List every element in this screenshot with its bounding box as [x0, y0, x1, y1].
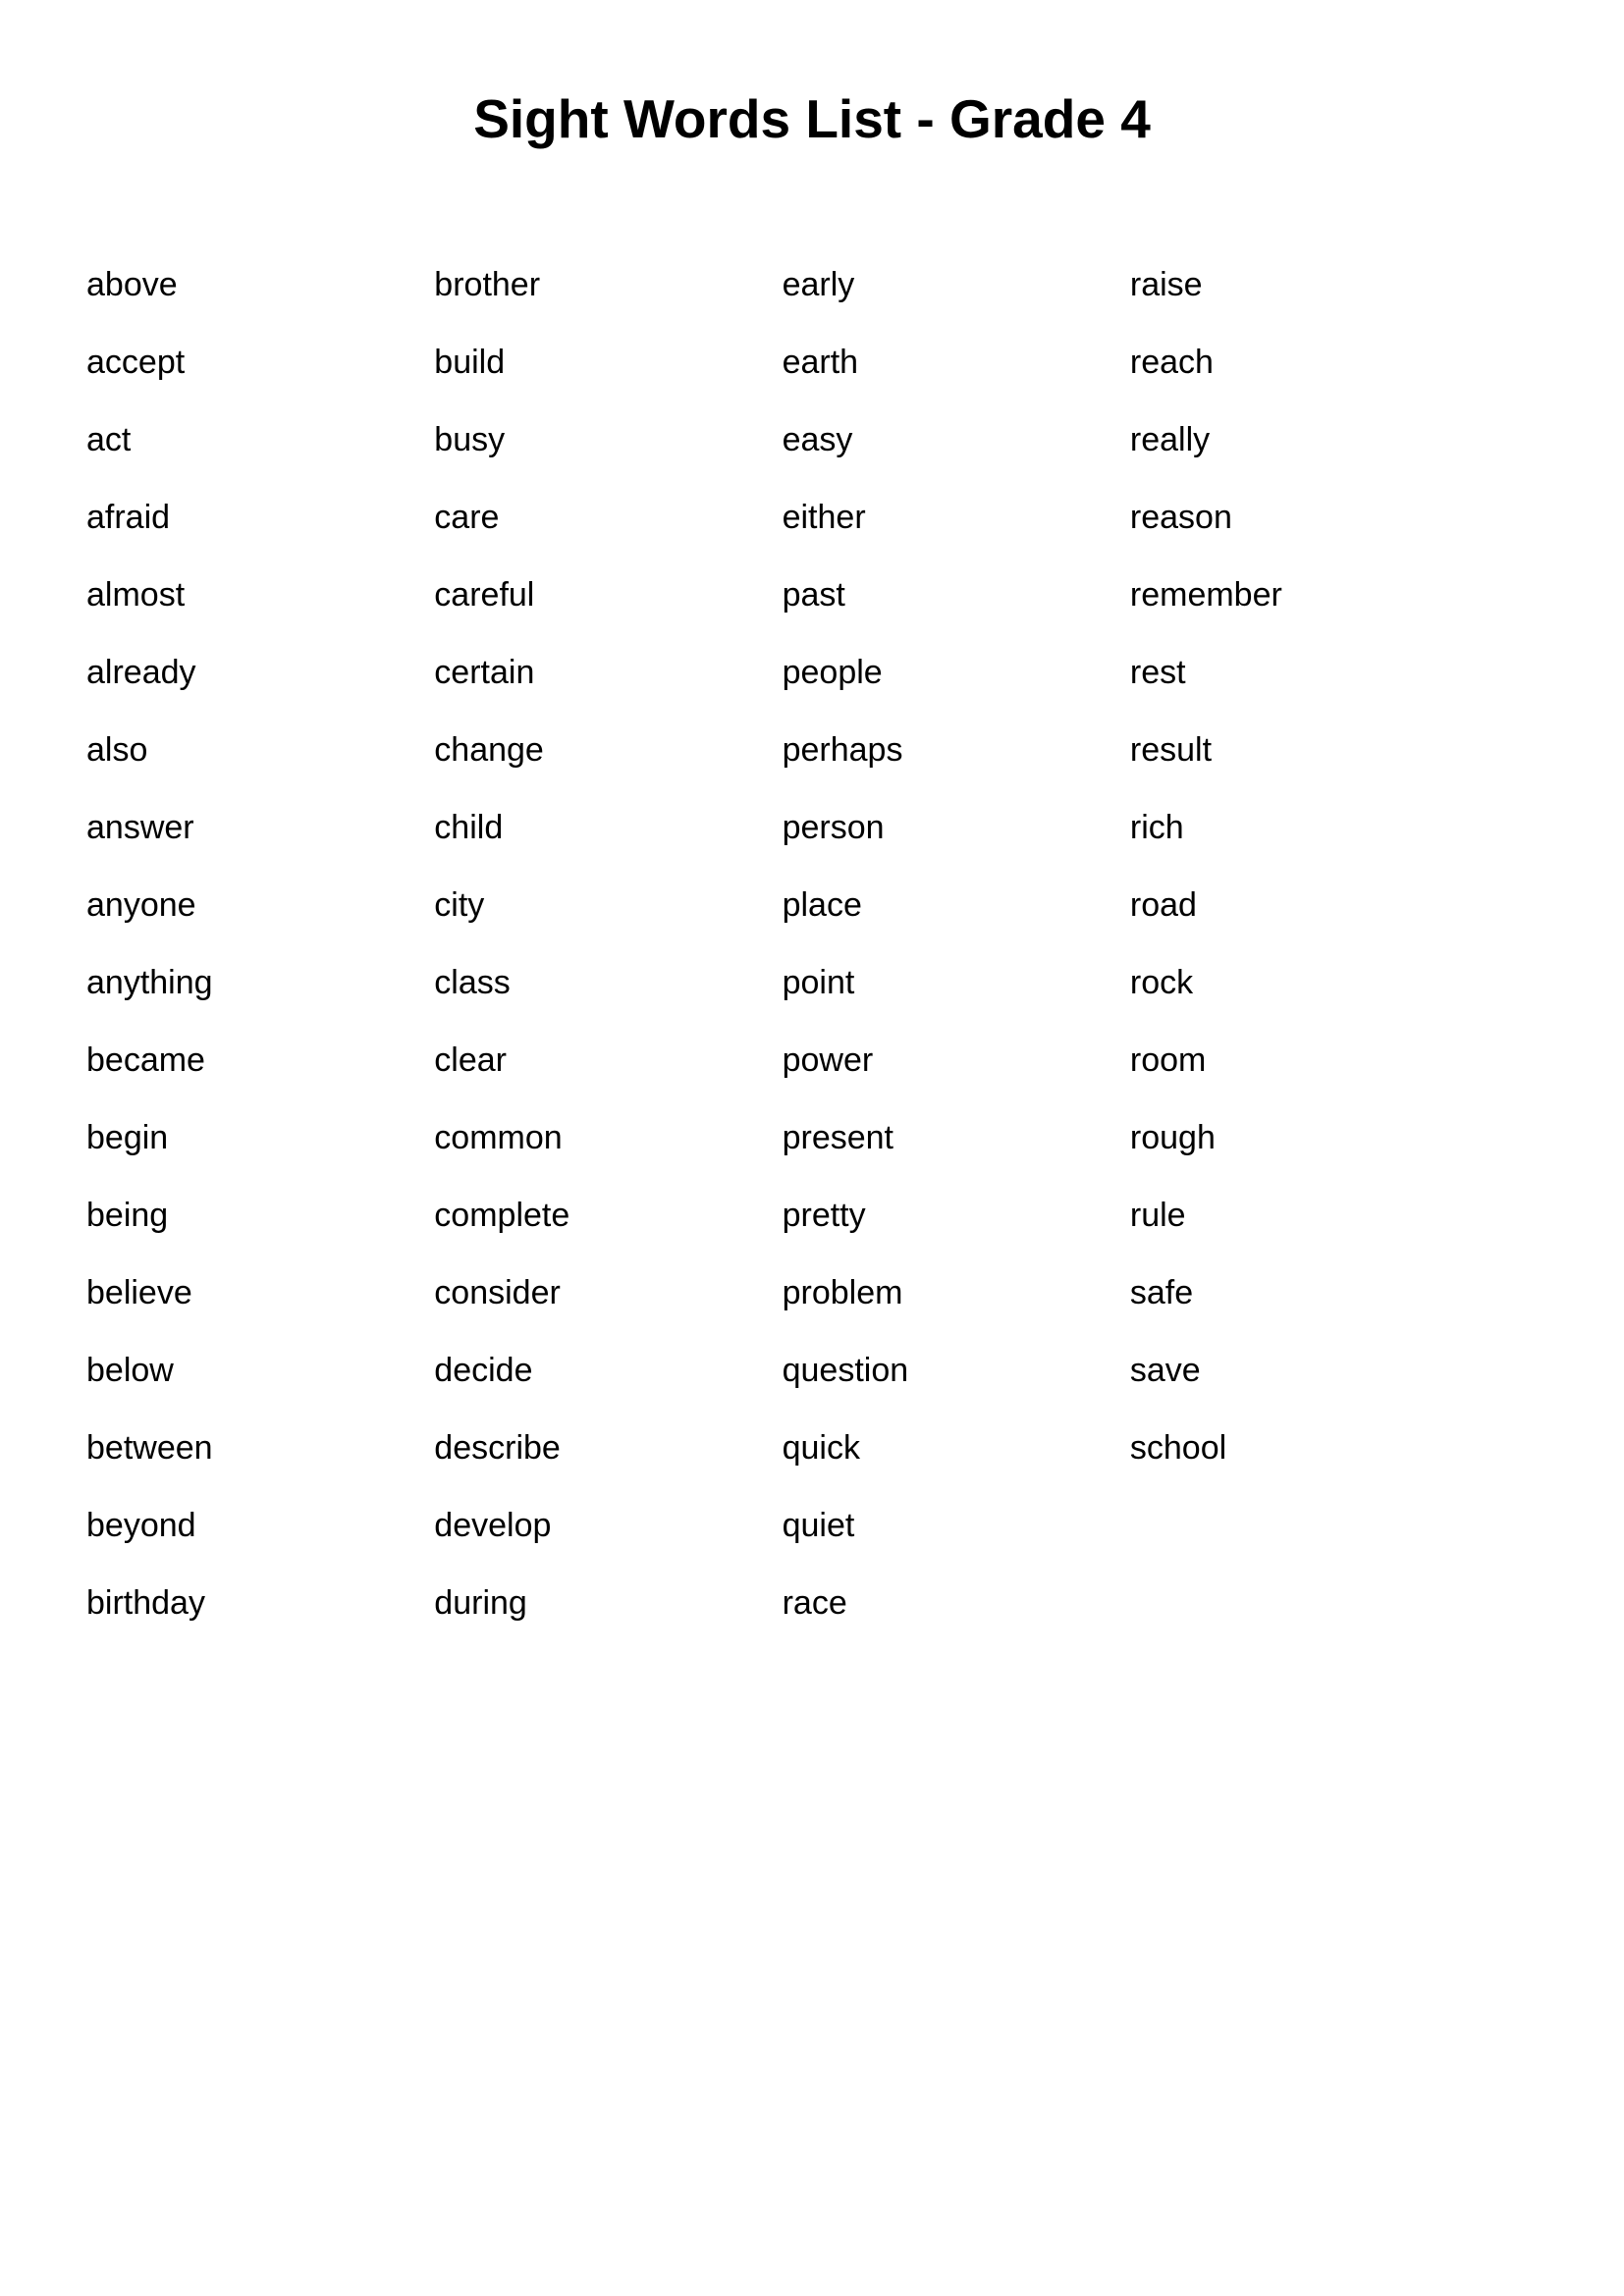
- sight-word: believe: [86, 1274, 192, 1311]
- sight-word: school: [1129, 1429, 1227, 1467]
- sight-word: perhaps: [782, 731, 903, 769]
- sight-word: consider: [434, 1274, 561, 1311]
- sight-words-grid: [86, 246, 1478, 1642]
- page-title: Sight Words List - Grade 4: [473, 88, 1151, 149]
- sight-word: reach: [1129, 344, 1214, 381]
- sight-word: safe: [1129, 1274, 1194, 1311]
- sight-word: earth: [782, 344, 859, 381]
- sight-word: begin: [86, 1119, 169, 1156]
- sight-word: past: [782, 576, 845, 614]
- sight-word: birthday: [86, 1584, 205, 1622]
- sight-word: certain: [434, 654, 535, 691]
- sight-word: accept: [86, 344, 186, 381]
- sight-word: between: [86, 1429, 213, 1467]
- sight-word: anyone: [86, 886, 196, 924]
- sight-word: describe: [434, 1429, 561, 1467]
- sight-word: rest: [1129, 654, 1186, 691]
- sight-word: people: [782, 654, 883, 691]
- sight-word: during: [434, 1584, 527, 1622]
- sight-word: easy: [782, 421, 853, 458]
- sight-word: reason: [1129, 499, 1232, 536]
- sight-word: problem: [782, 1274, 903, 1311]
- sight-word: being: [86, 1197, 169, 1234]
- sight-word: build: [434, 344, 506, 381]
- sight-word: rock: [1129, 964, 1194, 1001]
- sight-word: busy: [434, 421, 506, 458]
- sight-word: decide: [434, 1352, 533, 1389]
- sight-word: common: [434, 1119, 563, 1156]
- sight-word: present: [782, 1119, 893, 1156]
- sight-word: above: [86, 266, 178, 303]
- sight-word: change: [434, 731, 544, 769]
- sight-word: race: [782, 1584, 847, 1622]
- sight-word: care: [434, 499, 500, 536]
- sight-word: place: [782, 886, 862, 924]
- sight-word: rule: [1129, 1197, 1186, 1234]
- sight-word: really: [1129, 421, 1211, 458]
- sight-word: brother: [434, 266, 541, 303]
- sight-word: point: [782, 964, 855, 1001]
- sight-word: raise: [1129, 266, 1203, 303]
- sight-word: below: [86, 1352, 174, 1389]
- sight-word: anything: [86, 964, 213, 1001]
- word-column-2: [434, 246, 782, 1642]
- sight-word: also: [86, 731, 148, 769]
- sight-word: power: [782, 1041, 874, 1079]
- sight-word: save: [1129, 1352, 1201, 1389]
- sight-word: pretty: [782, 1197, 866, 1234]
- sight-word: quick: [782, 1429, 860, 1467]
- word-column-4: [1130, 246, 1478, 1642]
- sight-word: either: [782, 499, 866, 536]
- sight-word: rough: [1129, 1119, 1216, 1156]
- sight-word: remember: [1129, 576, 1282, 614]
- sight-word: road: [1129, 886, 1197, 924]
- sight-word: room: [1129, 1041, 1207, 1079]
- sight-word: city: [434, 886, 485, 924]
- word-column-1: [86, 246, 434, 1642]
- sight-word: person: [782, 809, 885, 846]
- sight-word: result: [1129, 731, 1213, 769]
- sight-word: afraid: [86, 499, 171, 536]
- sight-word: child: [434, 809, 504, 846]
- sight-word: early: [782, 266, 855, 303]
- sight-word: careful: [434, 576, 535, 614]
- sight-word: rich: [1129, 809, 1184, 846]
- word-column-3: [783, 246, 1130, 1642]
- sight-word: question: [782, 1352, 909, 1389]
- sight-word: almost: [86, 576, 186, 614]
- sight-word: develop: [434, 1507, 552, 1544]
- sight-word: became: [86, 1041, 205, 1079]
- sight-word: act: [86, 421, 132, 458]
- sight-word: complete: [434, 1197, 570, 1234]
- sight-word: class: [434, 964, 511, 1001]
- sight-word: answer: [86, 809, 194, 846]
- sight-word: beyond: [86, 1507, 196, 1544]
- sight-word: already: [86, 654, 196, 691]
- sight-word: clear: [434, 1041, 507, 1079]
- sight-word: quiet: [782, 1507, 855, 1544]
